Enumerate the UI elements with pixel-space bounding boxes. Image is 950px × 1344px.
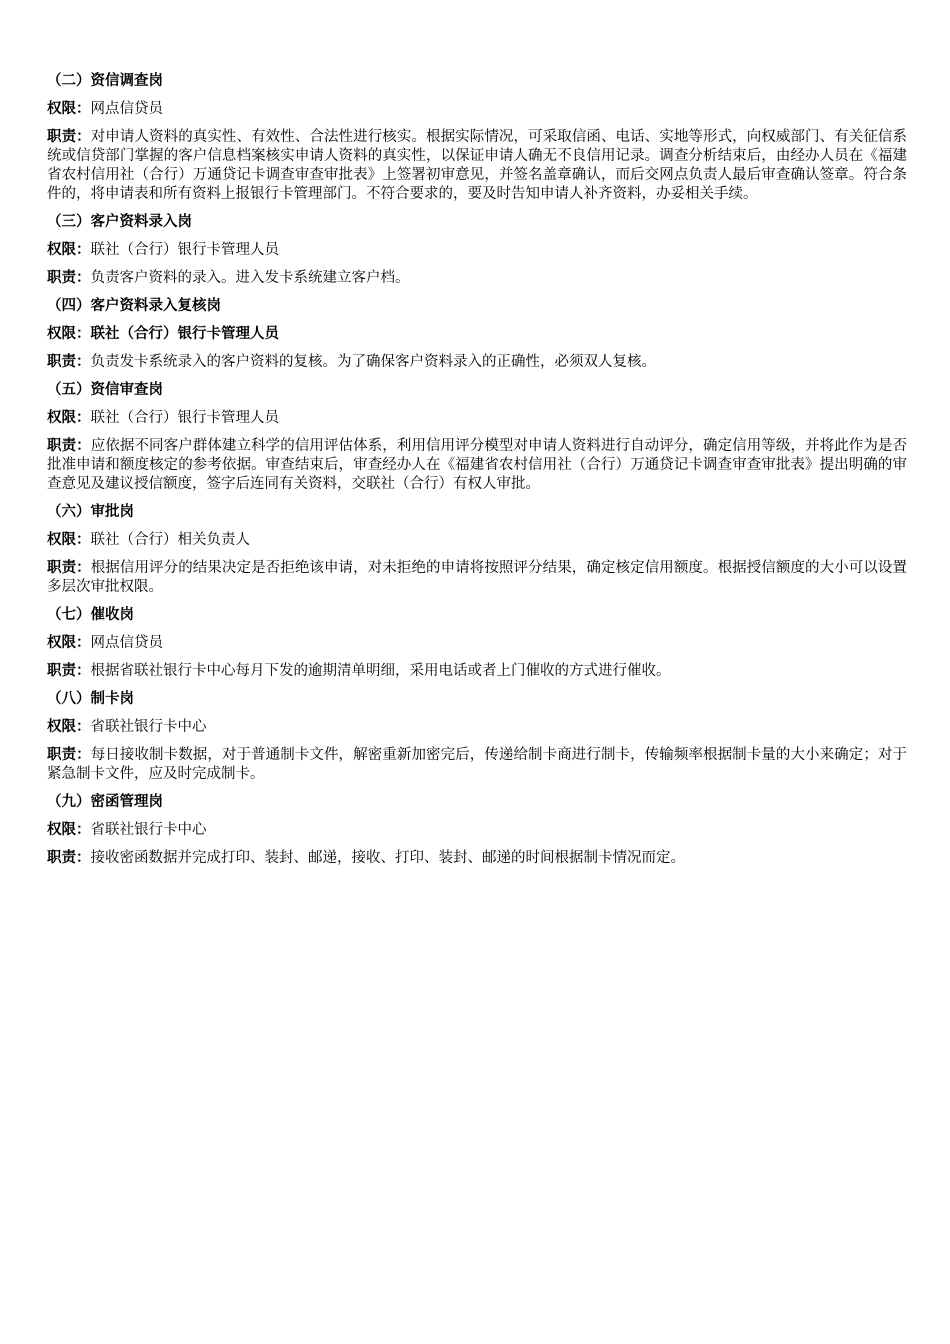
duty-label: 职责：: [47, 560, 91, 576]
duty-value: 每日接收制卡数据，对于普通制卡文件，解密重新加密完后，传递给制卡商进行制卡，传输频率根据制卡量的大小来确定；对于紧急制卡文件，应及时完成制卡。: [47, 747, 907, 782]
duty-label: 职责：: [47, 270, 91, 286]
authority-line: [47, 821, 907, 840]
authority-value: 省联社银行卡中心: [90, 822, 207, 838]
section-card-production: [47, 690, 907, 784]
section-heading: （二）资信调查岗: [47, 73, 163, 89]
authority-label: 权限：: [47, 635, 91, 651]
duty-line: [47, 353, 907, 372]
authority-value: 省联社银行卡中心: [90, 719, 207, 735]
duty-label: 职责：: [47, 850, 91, 866]
duty-label: 职责：: [47, 747, 91, 763]
authority-line: [47, 325, 907, 344]
duty-value: 接收密函数据并完成打印、装封、邮递，接收、打印、装封、邮递的时间根据制卡情况而定。: [90, 850, 685, 866]
document-page: [47, 72, 907, 877]
authority-line: [47, 718, 907, 737]
section-credit-investigation: [47, 72, 907, 204]
duty-value: 根据省联社银行卡中心每月下发的逾期清单明细，采用电话或者上门催收的方式进行催收。: [90, 663, 671, 679]
section-heading: （五）资信审查岗: [47, 382, 163, 398]
duty-value: 负责发卡系统录入的客户资料的复核。为了确保客户资料录入的正确性，必须双人复核。: [90, 354, 656, 370]
section-heading: （七）催收岗: [47, 607, 134, 623]
section-heading: （三）客户资料录入岗: [47, 214, 192, 230]
duty-line: [47, 128, 907, 204]
section-approval: [47, 503, 907, 597]
duty-label: 职责：: [47, 354, 91, 370]
authority-label: 权限：: [47, 326, 91, 342]
authority-line: [47, 634, 907, 653]
authority-value: 网点信贷员: [90, 635, 163, 651]
section-heading: （六）审批岗: [47, 504, 134, 520]
authority-line: [47, 241, 907, 260]
authority-label: 权限：: [47, 410, 91, 426]
authority-label: 权限：: [47, 242, 91, 258]
duty-line: [47, 559, 907, 597]
authority-line: [47, 100, 907, 119]
duty-label: 职责：: [47, 438, 91, 454]
authority-value: 联社（合行）银行卡管理人员: [90, 326, 279, 342]
section-credit-review: [47, 381, 907, 494]
duty-line: [47, 437, 907, 494]
duty-value: 应依据不同客户群体建立科学的信用评估体系，利用信用评分模型对申请人资料进行自动评分，确定信用等级，并将此作为是否批准申请和额度核定的参考依据。审查结束后，审查经办人在《福建省农村信用社（合行）万通贷记卡调查审查审批表》提出明确的审查意见及建议授信额度，签字后连同有关资料，交联社（合行）有权人审批。: [47, 438, 907, 492]
authority-value: 联社（合行）银行卡管理人员: [90, 242, 279, 258]
section-collection: [47, 606, 907, 681]
duty-label: 职责：: [47, 663, 91, 679]
section-heading: （四）客户资料录入复核岗: [47, 298, 221, 314]
duty-value: 负责客户资料的录入。进入发卡系统建立客户档。: [90, 270, 410, 286]
authority-line: [47, 409, 907, 428]
duty-line: [47, 269, 907, 288]
authority-value: 联社（合行）银行卡管理人员: [90, 410, 279, 426]
duty-line: [47, 849, 907, 868]
authority-label: 权限：: [47, 101, 91, 117]
authority-label: 权限：: [47, 719, 91, 735]
duty-value: 对申请人资料的真实性、有效性、合法性进行核实。根据实际情况，可采取信函、电话、实地等形式，向权威部门、有关征信系统或信贷部门掌握的客户信息档案核实申请人资料的真实性，以保证申请人确无不良信用记录。调查分析结束后，由经办人员在《福建省农村信用社（合行）万通贷记卡调查审查审批表》上签署初审意见，并签名盖章确认，而后交网点负责人最后审查确认签章。符合条件的，将申请表和所有资料上报银行卡管理部门。不符合要求的，要及时告知申请人补齐资料，办妥相关手续。: [47, 129, 907, 202]
section-heading: （八）制卡岗: [47, 691, 134, 707]
authority-value: 网点信贷员: [90, 101, 163, 117]
duty-label: 职责：: [47, 129, 91, 145]
authority-label: 权限：: [47, 532, 91, 548]
duty-line: [47, 662, 907, 681]
authority-line: [47, 531, 907, 550]
authority-value: 联社（合行）相关负责人: [90, 532, 250, 548]
section-data-entry: [47, 213, 907, 288]
section-heading: （九）密函管理岗: [47, 794, 163, 810]
section-pin-mailer: [47, 793, 907, 868]
authority-label: 权限：: [47, 822, 91, 838]
duty-line: [47, 746, 907, 784]
duty-value: 根据信用评分的结果决定是否拒绝该申请，对未拒绝的申请将按照评分结果，确定核定信用额度。根据授信额度的大小可以设置多层次审批权限。: [47, 560, 907, 595]
section-data-entry-review: [47, 297, 907, 372]
